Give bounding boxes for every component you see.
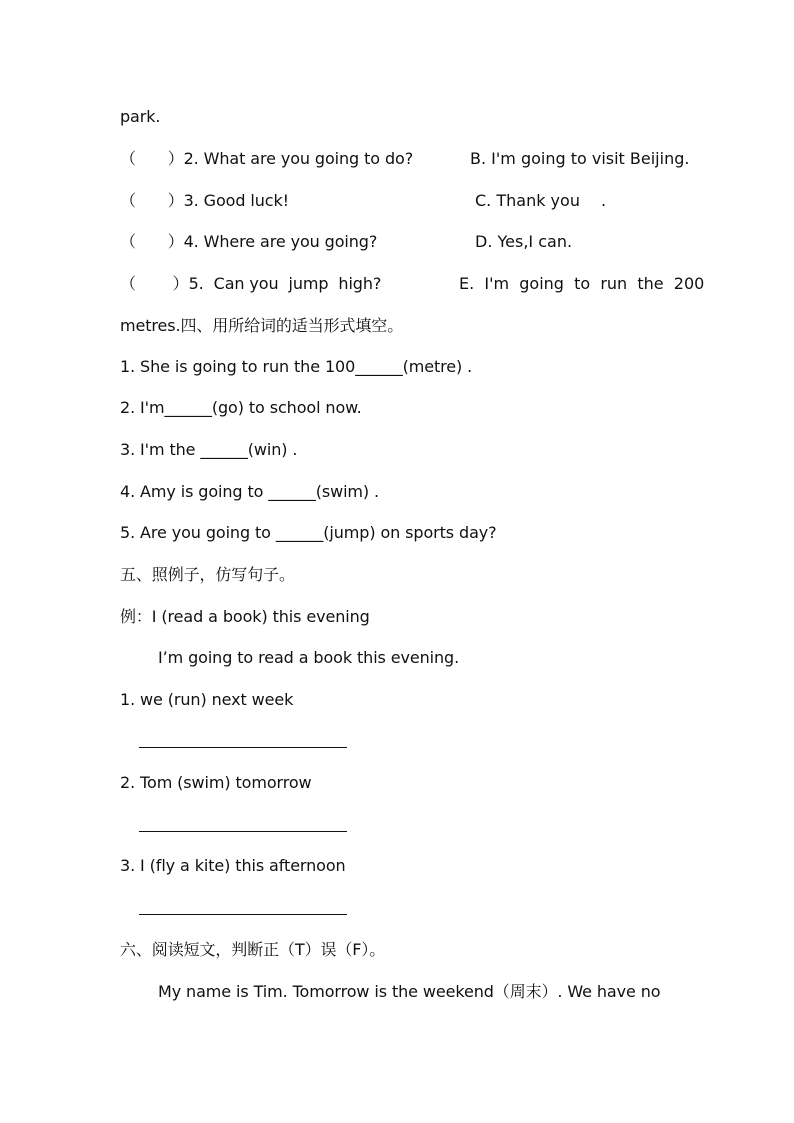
rewrite-item-3: 3. I (fly a kite) this afternoon: [120, 856, 346, 875]
fill-item-5: 5. Are you going to ______(jump) on sports day?: [120, 523, 497, 542]
section-six-heading: 六、阅读短文，判断正（T）误（F）。: [120, 940, 386, 959]
fill-item-3: 3. I'm the ______(win) .: [120, 440, 298, 459]
matching-answer-c: C. Thank you .: [475, 191, 607, 210]
fill-item-2: 2. I'm______(go) to school now.: [120, 398, 362, 417]
fill-item-1: 1. She is going to run the 100______(metre) .: [120, 357, 473, 376]
matching-answer-d: D. Yes,I can.: [475, 232, 573, 251]
section-four-heading: metres.四、用所给词的适当形式填空。: [120, 316, 404, 335]
matching-answer-b: B. I'm going to visit Beijing.: [470, 149, 690, 168]
rewrite-item-1: 1. we (run) next week: [120, 690, 294, 709]
matching-question-2: （ ）2. What are you going to do?: [120, 149, 414, 168]
matching-answer-e: E. I'm going to run the 200: [459, 274, 705, 293]
answer-blank-3[interactable]: [139, 914, 347, 915]
example-question: 例：I (read a book) this evening: [120, 607, 370, 626]
answer-blank-1[interactable]: [139, 747, 347, 748]
fill-item-4: 4. Amy is going to ______(swim) .: [120, 482, 380, 501]
matching-continuation: park.: [120, 107, 161, 126]
rewrite-item-2: 2. Tom (swim) tomorrow: [120, 773, 312, 792]
matching-question-4: （ ）4. Where are you going?: [120, 232, 378, 251]
matching-question-3: （ ）3. Good luck!: [120, 191, 289, 210]
matching-question-5: （ ）5. Can you jump high?: [120, 274, 382, 293]
example-answer: I’m going to read a book this evening.: [158, 648, 460, 667]
reading-passage: My name is Tim. Tomorrow is the weekend（周末）. We have no: [158, 982, 661, 1001]
answer-blank-2[interactable]: [139, 831, 347, 832]
section-five-heading: 五、照例子，仿写句子。: [120, 565, 295, 584]
